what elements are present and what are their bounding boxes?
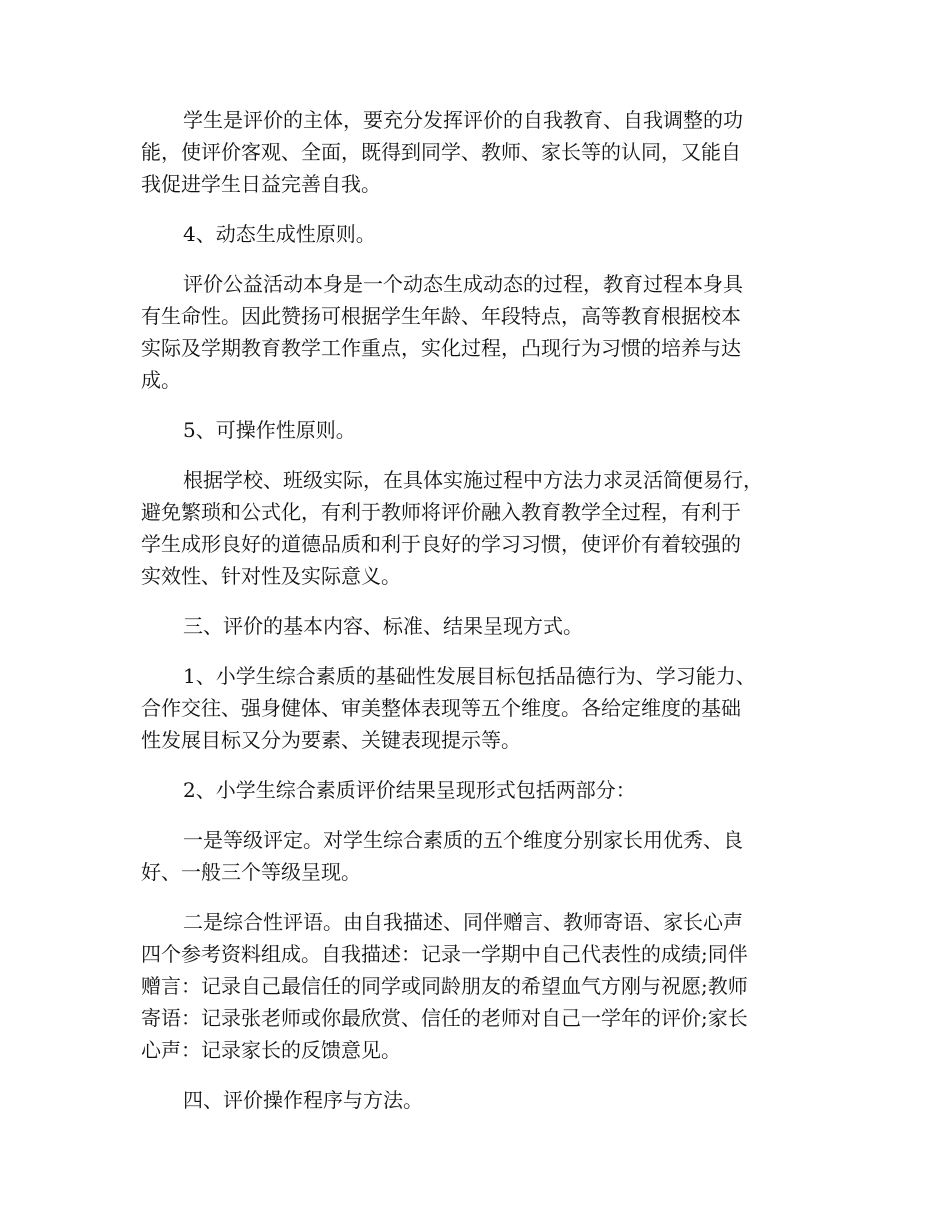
paragraph-line: 根据学校、班级实际，在具体实施过程中方法力求灵活简便易行， bbox=[183, 468, 763, 492]
paragraph-dimensions bbox=[141, 660, 821, 756]
paragraph-line: 合作交往、强身健体、审美整体表现等五个维度。各给定维度的基础 bbox=[141, 696, 741, 720]
paragraph-line: 学生是评价的主体，要充分发挥评价的自我教育、自我调整的功 bbox=[183, 108, 743, 132]
paragraph-line: 1、小学生综合素质的基础性发展目标包括品德行为、学习能力、 bbox=[183, 664, 756, 688]
heading-dynamic-principle bbox=[141, 218, 821, 250]
paragraph-grade-evaluation bbox=[141, 824, 821, 888]
paragraph-line: 四个参考资料组成。自我描述：记录一学期中自己代表性的成绩;同伴 bbox=[141, 942, 748, 966]
paragraph-line: 赠言：记录自己最信任的同学或同龄朋友的希望血气方刚与祝愿;教师 bbox=[141, 974, 748, 998]
paragraph-result-forms bbox=[141, 774, 821, 806]
heading-section-four bbox=[141, 1084, 821, 1116]
paragraph-line: 实效性、针对性及实际意义。 bbox=[141, 564, 401, 588]
paragraph-line: 实际及学期教育教学工作重点，实化过程，凸现行为习惯的培养与达 bbox=[141, 336, 741, 360]
heading-operability-principle bbox=[141, 414, 821, 446]
paragraph-line: 2、小学生综合素质评价结果呈现形式包括两部分： bbox=[183, 778, 636, 802]
heading-line: 4、动态生成性原则。 bbox=[183, 222, 376, 246]
paragraph-line: 避免繁琐和公式化，有利于教师将评价融入教育教学全过程，有利于 bbox=[141, 500, 741, 524]
paragraph-line: 能，使评价客观、全面，既得到同学、教师、家长等的认同，又能自 bbox=[141, 140, 741, 164]
heading-line: 四、评价操作程序与方法。 bbox=[183, 1088, 423, 1112]
paragraph-line: 好、一般三个等级呈现。 bbox=[141, 860, 361, 884]
paragraph-line: 评价公益活动本身是一个动态生成动态的过程，教育过程本身具 bbox=[183, 272, 743, 296]
paragraph-line: 二是综合性评语。由自我描述、同伴赠言、教师寄语、家长心声 bbox=[183, 910, 743, 934]
paragraph-line: 有生命性。因此赞扬可根据学生年龄、年段特点，高等教育根据校本 bbox=[141, 304, 741, 328]
paragraph-line: 我促进学生日益完善自我。 bbox=[141, 172, 381, 196]
paragraph-dynamic-process bbox=[141, 268, 821, 396]
paragraph-line: 学生成形良好的道德品质和利于良好的学习习惯，使评价有着较强的 bbox=[141, 532, 741, 556]
paragraph-line: 寄语：记录张老师或你最欣赏、信任的老师对自己一学年的评价;家长 bbox=[141, 1006, 748, 1030]
paragraph-line: 成。 bbox=[141, 368, 181, 392]
heading-section-three bbox=[141, 610, 821, 642]
paragraph-comprehensive-comments bbox=[141, 906, 821, 1066]
paragraph-line: 一是等级评定。对学生综合素质的五个维度分别家长用优秀、良 bbox=[183, 828, 743, 852]
paragraph-line: 心声：记录家长的反馈意见。 bbox=[141, 1038, 401, 1062]
paragraph-operability bbox=[141, 464, 821, 592]
paragraph-student-subject bbox=[141, 104, 821, 200]
heading-line: 5、可操作性原则。 bbox=[183, 418, 356, 442]
document-body bbox=[141, 104, 821, 1134]
heading-line: 三、评价的基本内容、标准、结果呈现方式。 bbox=[183, 614, 583, 638]
paragraph-line: 性发展目标又分为要素、关键表现提示等。 bbox=[141, 728, 521, 752]
